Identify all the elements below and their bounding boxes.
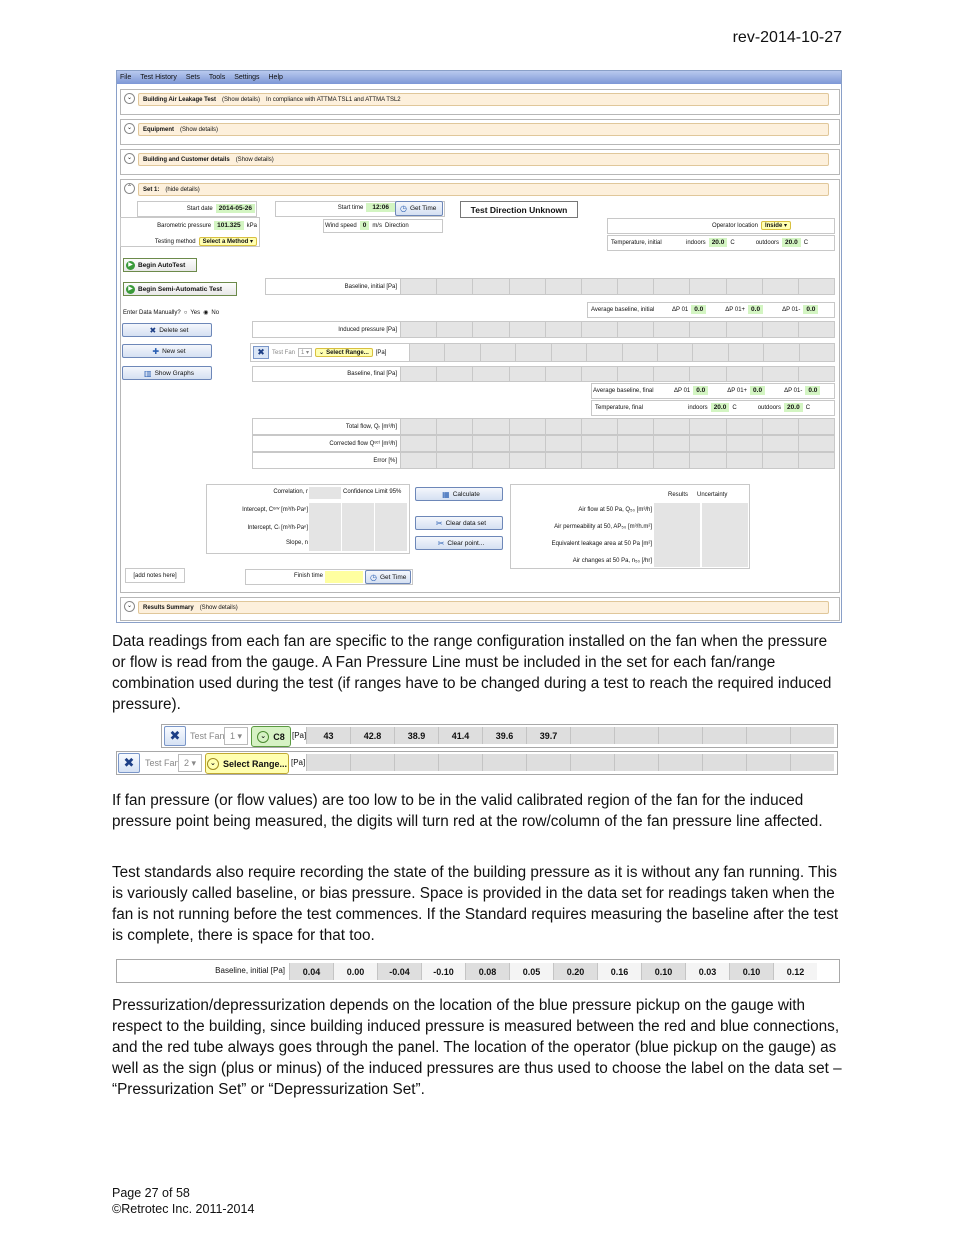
- total-flow-row: [252, 418, 835, 435]
- get-time-label: Get Time: [409, 205, 437, 212]
- menu-help[interactable]: Help: [268, 74, 283, 81]
- uncertainty-label: Uncertainty: [697, 492, 728, 498]
- add-notes-field[interactable]: [add notes here]: [125, 568, 185, 583]
- section-title: Results Summary: [143, 604, 194, 611]
- baseline-initial-label: Baseline, initial [Pa]: [344, 283, 397, 290]
- avg-baseline-final-label: Average baseline, final: [593, 387, 654, 394]
- chevron-down-icon[interactable]: ⌄: [124, 601, 135, 612]
- corrected-flow-cells: [400, 436, 834, 451]
- dp-plus-value: 0.0: [748, 305, 763, 314]
- fan-lines-strip: [116, 724, 838, 782]
- chevron-down-icon[interactable]: ⌄: [124, 123, 135, 134]
- baseline-strip-values[interactable]: [289, 963, 817, 980]
- select-range-2-button[interactable]: [205, 753, 289, 774]
- section-title: Building Air Leakage Test: [143, 96, 217, 103]
- fan-row-controls: [251, 344, 409, 361]
- chart-icon: ▥: [144, 368, 152, 378]
- finish-time-label: Finish time: [293, 573, 323, 579]
- begin-autotest-button[interactable]: [123, 258, 197, 272]
- baseline-value-5[interactable]: 0.08: [465, 963, 509, 980]
- air-flow-label: Air flow at 50 Pa, Q₅₀ [m³/h]: [578, 507, 652, 513]
- direction-label: Direction: [384, 222, 409, 229]
- remove-fan-1-button[interactable]: ✖: [164, 726, 186, 746]
- delete-set-button[interactable]: [122, 323, 212, 337]
- chevron-down-icon: ⌄: [319, 350, 325, 356]
- section-title: Building and Customer details: [143, 156, 230, 163]
- hide-details-link[interactable]: (hide details): [165, 186, 200, 193]
- clear-point-button[interactable]: [415, 536, 503, 550]
- baseline-final-cells[interactable]: [400, 367, 834, 381]
- baseline-strip: [116, 959, 840, 983]
- page-footer: [112, 1185, 254, 1217]
- avg-baseline-final-field: [593, 386, 833, 395]
- test-fan-2-label: Test Fan: [145, 758, 180, 768]
- scissors-icon: ✂: [435, 518, 443, 528]
- temp-unit: C: [805, 404, 811, 411]
- start-date-field: [139, 204, 255, 213]
- clock-icon: ◷: [370, 572, 377, 582]
- avg-baseline-initial-field: [591, 305, 831, 314]
- section-bar[interactable]: [138, 601, 829, 614]
- begin-semi-label: Begin Semi-Automatic Test: [138, 285, 223, 293]
- calculate-label: Calculate: [452, 490, 480, 498]
- total-flow-cells: [400, 419, 834, 434]
- show-details-link[interactable]: (Show details): [222, 96, 261, 103]
- baseline-final-label: Baseline, final [Pa]: [347, 371, 397, 377]
- temp-unit: C: [730, 239, 735, 246]
- method-field: [122, 237, 257, 246]
- start-date-label: Start date: [186, 205, 213, 212]
- dp-all-value: 0.0: [691, 305, 706, 314]
- pa-unit: [Pa]: [292, 731, 307, 740]
- dp-minus-final-value: 0.0: [805, 386, 820, 395]
- temp-initial-label: Temperature, initial: [611, 239, 662, 246]
- fan-2-value: 2: [183, 758, 189, 768]
- temp-in-value[interactable]: 20.0: [709, 238, 728, 247]
- select-range-button[interactable]: [315, 348, 373, 357]
- results-label: Results: [667, 492, 688, 498]
- menu-file[interactable]: File: [120, 74, 132, 81]
- fan-1-value-1[interactable]: 43: [306, 727, 350, 744]
- fan-1-value-3[interactable]: 38.9: [394, 727, 438, 744]
- fan-1-value-4[interactable]: 41.4: [438, 727, 482, 744]
- dp-all-final-value: 0.0: [693, 386, 708, 395]
- baseline-value-8[interactable]: 0.16: [597, 963, 641, 980]
- baseline-value-11[interactable]: 0.10: [729, 963, 773, 980]
- scissors-icon: ✂: [437, 538, 445, 548]
- dp-all-label: ΔP 01: [672, 306, 689, 313]
- temp-out-final-value[interactable]: 20.0: [784, 403, 803, 412]
- page-number: Page 27 of 58: [112, 1186, 190, 1200]
- section-bar[interactable]: [138, 93, 829, 106]
- test-fan-1-label: Test Fan: [190, 731, 225, 741]
- start-date-value[interactable]: 2014-05-26: [216, 204, 255, 213]
- baseline-value-7[interactable]: 0.20: [553, 963, 597, 980]
- chevron-up-icon[interactable]: ⌃: [124, 183, 135, 194]
- indoors-label: indoors: [686, 239, 706, 246]
- fan-pressure-cells[interactable]: [409, 344, 834, 361]
- start-time-value[interactable]: 12:06: [366, 203, 395, 212]
- section-title: Equipment: [143, 126, 174, 133]
- baseline-value-6[interactable]: 0.05: [509, 963, 553, 980]
- menu-sets[interactable]: Sets: [185, 74, 200, 81]
- confidence-label: Confidence Limit 95%: [343, 489, 402, 495]
- baseline-value-10[interactable]: 0.03: [685, 963, 729, 980]
- baseline-strip-label: Baseline, initial [Pa]: [215, 966, 285, 975]
- menu-settings[interactable]: Settings: [234, 74, 260, 81]
- paragraph-1: Data readings from each fan are specific to the range configuration installed on the fan when the pressure or flow is read from the gauge. A Fan Pressure Line must be included in the set for each fan/range combination used during the test (if ranges have to be changed during a test to reach the required induced pressure).: [112, 633, 832, 713]
- temp-final-label: Temperature, final: [595, 404, 644, 411]
- regression-cells: [309, 503, 407, 551]
- dp-all-label: ΔP 01: [674, 387, 691, 394]
- induced-pressure-row: [252, 321, 835, 338]
- air-perm-label: Air permeability at 50, AP₅₀ [m³/h.m²]: [554, 524, 652, 530]
- corrected-flow-row: [252, 435, 835, 452]
- show-graphs-button[interactable]: [122, 366, 212, 380]
- air-changes-label: Air changes at 50 Pa, n₅₀ [/hr]: [572, 558, 652, 564]
- operator-value: Inside: [764, 223, 783, 229]
- baseline-initial-row: [265, 278, 835, 295]
- dp-minus-label: ΔP 01-: [784, 387, 803, 394]
- dp-plus-label: ΔP 01+: [725, 306, 746, 313]
- outdoors-label: outdoors: [755, 239, 780, 246]
- baseline-value-1[interactable]: 0.04: [289, 963, 333, 980]
- fan-1-value: 1: [229, 731, 235, 741]
- menu-bar: [117, 71, 842, 84]
- baseline-final-row: [252, 366, 835, 382]
- baseline-value-4[interactable]: -0.10: [421, 963, 465, 980]
- app-screenshot: [116, 70, 842, 623]
- clear-data-label: Clear data set: [445, 519, 487, 527]
- method-label: Testing method: [154, 238, 196, 245]
- menu-test-history[interactable]: Test History: [140, 74, 177, 81]
- correlation-label: Correlation, r: [273, 489, 308, 495]
- show-details-link[interactable]: (Show details): [235, 156, 274, 163]
- induced-pressure-label: Induced pressure [Pa]: [338, 326, 397, 333]
- test-fan-label: Test Fan: [272, 349, 296, 356]
- begin-semi-auto-button[interactable]: [123, 282, 237, 296]
- calculator-icon: ▦: [442, 489, 450, 499]
- indoors-label: indoors: [688, 404, 708, 411]
- baro-unit: kPa: [246, 222, 257, 229]
- no-radio[interactable]: ◉: [203, 310, 209, 316]
- operator-field: [609, 221, 791, 230]
- yes-label: Yes: [190, 309, 201, 316]
- delete-set-label: Delete set: [159, 326, 189, 334]
- enter-manual-label: Enter Data Manually?: [123, 309, 181, 316]
- error-cells: [400, 453, 834, 468]
- eq-leak-label: Equivalent leakage area at 50 Pa [m²]: [551, 541, 652, 547]
- start-time-field: [277, 203, 395, 212]
- wind-label: Wind speed: [325, 222, 357, 229]
- fan-1-value-2[interactable]: 42.8: [350, 727, 394, 744]
- begin-autotest-label: Begin AutoTest: [138, 261, 186, 269]
- dp-minus-label: ΔP 01-: [782, 306, 801, 313]
- induced-pressure-cells[interactable]: [400, 322, 834, 337]
- baseline-initial-cells[interactable]: [400, 279, 834, 294]
- section-title: Set 1:: [143, 186, 160, 193]
- results-cells: [654, 503, 748, 567]
- baro-value[interactable]: 101.325: [214, 221, 244, 230]
- section-bar[interactable]: [138, 183, 829, 196]
- get-time-button[interactable]: [395, 201, 443, 216]
- baseline-value-2[interactable]: 0.00: [333, 963, 377, 980]
- total-flow-label: Total flow, Qᵣ [m³/h]: [345, 423, 397, 430]
- yes-radio[interactable]: ○: [183, 309, 188, 316]
- wind-unit: m/s: [372, 222, 382, 229]
- correlation-value: [309, 487, 341, 499]
- baseline-value-12[interactable]: 0.12: [773, 963, 817, 980]
- finish-time-value[interactable]: [325, 571, 363, 583]
- play-icon: ▶: [126, 285, 135, 294]
- range-c8-label: C8: [273, 731, 285, 742]
- temp-out-value[interactable]: 20.0: [782, 238, 801, 247]
- new-set-button[interactable]: [122, 344, 212, 358]
- chevron-down-icon[interactable]: ⌄: [124, 93, 135, 104]
- paragraph-3: Test standards also require recording the state of the building pressure as it is without any fan running. This is variously called baseline, or bias pressure. Space is provided in the data set for readings taken when the fan is not running before the test commences. If the Standard requires measuring the baseline after the test is complete, there is space for that too.: [112, 864, 839, 944]
- pa-unit: [Pa]: [291, 758, 306, 767]
- pa-unit: [Pa]: [375, 349, 387, 356]
- chevron-down-icon: ⌄: [257, 731, 269, 743]
- error-row: [252, 452, 835, 469]
- corrected-flow-label: Corrected flow Qᵉᶜᵗ [m³/h]: [329, 440, 397, 447]
- error-label: Error [%]: [373, 457, 397, 464]
- outdoors-label: outdoors: [757, 404, 782, 411]
- range-c8-button[interactable]: [251, 726, 291, 747]
- temp-initial-field: [611, 238, 831, 247]
- menu-tools[interactable]: Tools: [208, 74, 226, 81]
- operator-label: Operator location: [711, 222, 758, 229]
- calculate-button[interactable]: [415, 487, 503, 501]
- baro-field: [122, 221, 257, 230]
- compliance-note: In compliance with ATTMA TSL1 and ATTMA TSL2: [266, 96, 401, 103]
- paragraph-2: If fan pressure (or flow values) are too low to be in the valid calibrated region of the fan for the induced pressure point being measured, the digits will turn red at the row/column of the fan pressure line affected.: [112, 792, 823, 830]
- temp-in-final-value[interactable]: 20.0: [711, 403, 730, 412]
- show-details-link[interactable]: (Show details): [180, 126, 219, 133]
- fan-line-1-values[interactable]: [306, 727, 834, 744]
- remove-fan-2-button[interactable]: ✖: [118, 753, 140, 773]
- clear-data-set-button[interactable]: [415, 516, 503, 530]
- show-details-link[interactable]: (Show details): [199, 604, 238, 611]
- get-time-label: Get Time: [379, 573, 407, 581]
- section-bar[interactable]: [138, 123, 829, 136]
- method-select[interactable]: Select a Method ▾: [199, 237, 257, 246]
- copyright: ©Retrotec Inc. 2011-2014: [112, 1202, 255, 1216]
- paragraph-4: Pressurization/depressurization depends on the location of the blue pressure pickup on the gauge with respect to the building, since building induced pressure is measured between the red and blue connections, and the red tube always goes through the panel. The location of the operator (blue pickup on the gauge) as well as the sign (plus or minus) of the induced pressures are thus used to choose the label on the data set – “Pressurization Set” or “Depressurization Set”.: [112, 997, 842, 1098]
- test-direction-label: Test Direction Unknown: [460, 201, 578, 218]
- intercept-c-label: Intercept, Cₗ [m³/h·Paⁿ]: [247, 525, 308, 531]
- clock-icon: ◷: [400, 204, 407, 213]
- section-air-leakage: [120, 89, 840, 115]
- fan-1-value-5[interactable]: 39.6: [482, 727, 526, 744]
- fan-1-value-6[interactable]: 39.7: [526, 727, 570, 744]
- dp-plus-final-value: 0.0: [750, 386, 765, 395]
- plus-icon: ✚: [152, 346, 160, 356]
- close-icon: ✖: [149, 325, 157, 335]
- fan-number-value: 1: [301, 350, 305, 356]
- fan-line-2-values[interactable]: [306, 754, 834, 771]
- start-time-label: Start time: [337, 204, 364, 211]
- show-graphs-label: Show Graphs: [154, 369, 194, 377]
- revision-label: rev-2014-10-27: [732, 29, 842, 46]
- select-range-label: Select Range...: [326, 349, 369, 356]
- finish-get-time-button[interactable]: [365, 570, 411, 584]
- play-icon: ▶: [126, 261, 135, 270]
- wind-value[interactable]: 0: [360, 221, 370, 230]
- section-bar[interactable]: [138, 153, 829, 166]
- intercept-cenv-label: Intercept, Cᵉⁿᵛ [m³/h·Paⁿ]: [242, 507, 308, 513]
- slope-label: Slope, n: [285, 540, 308, 546]
- baseline-value-3[interactable]: -0.04: [377, 963, 421, 980]
- select-range-2-label: Select Range...: [222, 758, 288, 769]
- section-building: [120, 149, 840, 175]
- dp-plus-label: ΔP 01+: [727, 387, 748, 394]
- no-label: No: [211, 309, 220, 316]
- chevron-down-icon: ⌄: [207, 758, 219, 770]
- dp-minus-value: 0.0: [803, 305, 818, 314]
- method-value: Select a Method: [202, 239, 249, 245]
- remove-fan-button[interactable]: ✖: [253, 346, 269, 359]
- enter-manual-field: [123, 309, 243, 316]
- baseline-value-9[interactable]: 0.10: [641, 963, 685, 980]
- new-set-label: New set: [162, 347, 186, 355]
- section-results-summary: [120, 597, 840, 621]
- fan-1-select[interactable]: 1 ▾: [224, 727, 248, 745]
- avg-baseline-initial-label: Average baseline, initial: [591, 306, 655, 313]
- chevron-down-icon[interactable]: ⌄: [124, 153, 135, 164]
- fan-number-select[interactable]: 1 ▾: [298, 348, 312, 357]
- operator-select[interactable]: Inside ▾: [761, 221, 791, 230]
- temp-unit: C: [803, 239, 809, 246]
- fan-2-select[interactable]: 2 ▾: [178, 754, 202, 772]
- fan-pressure-row: [250, 343, 835, 362]
- temp-unit: C: [732, 404, 737, 411]
- temp-final-field: [595, 403, 833, 412]
- wind-field: [325, 221, 425, 230]
- section-equipment: [120, 119, 840, 145]
- baro-label: Barometric pressure: [157, 222, 212, 229]
- clear-point-label: Clear point...: [447, 539, 485, 547]
